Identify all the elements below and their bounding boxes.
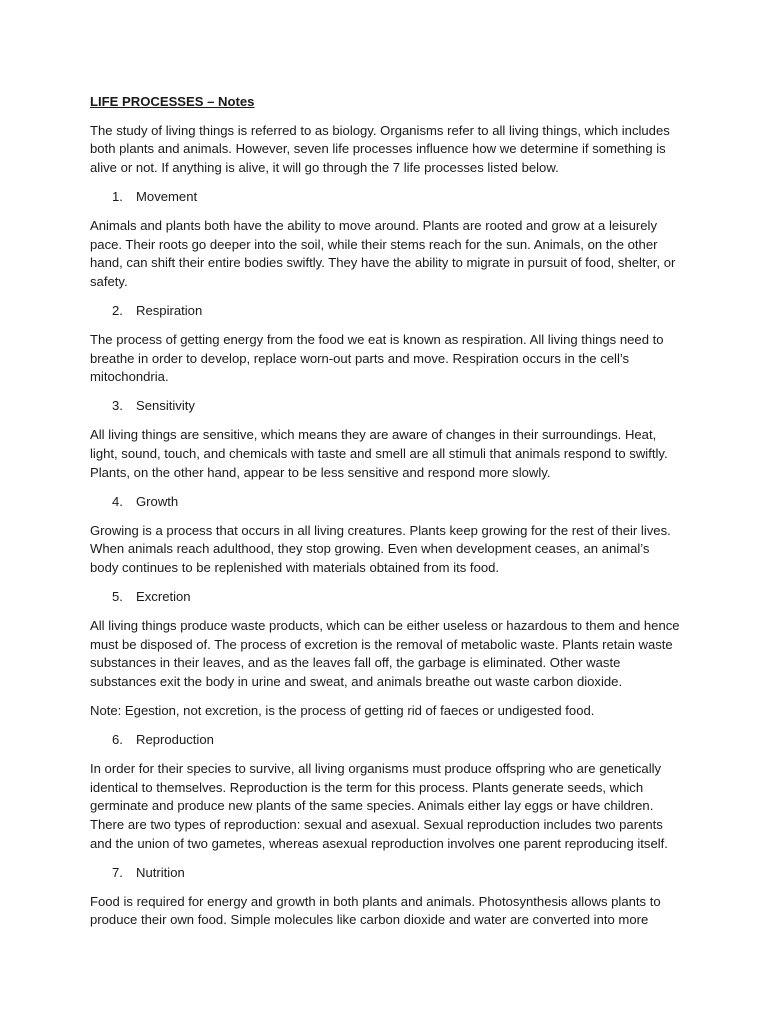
section-number: 2. [112,302,123,318]
section-paragraph: Note: Egestion, not excretion, is the process of getting rid of faeces or undigested food. [90,702,595,718]
sections-container [90,188,680,930]
section-label: Growth [136,493,179,509]
section-heading-movement [90,188,680,207]
section-paragraph: All living things are sensitive, which means they are aware of changes in their surroundings. Heat, light, sound, touch, and chemicals with taste and smell are all stimuli that animals respond to swiftly. Plants, on the other hand, appear to be less sensitive and respond more slowly. [90,427,668,480]
section-heading-sensitivity [90,397,680,416]
section-heading-excretion [90,588,680,607]
section-number: 6. [112,732,123,748]
section-label: Respiration [136,302,203,318]
intro-paragraph: The study of living things is referred to as biology. Organisms refer to all living things, which includes both plants and animals. However, seven life processes influence how we determine if something is alive or not. If anything is alive, it will go through the 7 life processes listed below. [90,122,670,175]
section-number: 1. [112,188,123,204]
section-number: 5. [112,588,123,604]
section-paragraph: In order for their species to survive, all living organisms must produce offspring who are genetically identical to themselves. Reproduction is the term for this process. Plants generate seeds, which germinate and produce new plants of the same species. Animals either lay eggs or have children. There are two types of reproduction: sexual and asexual. Sexual reproduction includes two parents and the union of two gametes, whereas asexual reproduction involves one parent reproducing itself. [90,761,668,851]
section-label: Reproduction [136,732,214,748]
section-paragraph: Food is required for energy and growth in both plants and animals. Photosynthesis allows plants to produce their own food. Simple molecules like carbon dioxide and water are converted into more [90,893,661,928]
section-paragraph: Animals and plants both have the ability to move around. Plants are rooted and grow at a leisurely pace. Their roots go deeper into the soil, while their stems reach for the sun. Animals, on the other hand, can shift their entire bodies swiftly. They have the ability to migrate in pursuit of food, shelter, or safety. [90,217,676,289]
section-paragraph: All living things produce waste products, which can be either useless or hazardous to them and hence must be disposed of. The process of excretion is the removal of metabolic waste. Plants retain waste substances in their leaves, and as the leaves fall off, the garbage is eliminated. Other waste substances exit the body in urine and sweat, and animals breathe out waste carbon dioxide. [90,618,680,689]
section-label: Excretion [136,588,191,604]
section-label: Sensitivity [136,398,195,414]
section-number: 3. [112,398,123,414]
section-heading-nutrition [90,864,680,883]
section-number: 4. [112,493,123,509]
section-label: Nutrition [136,864,185,880]
section-number: 7. [112,864,123,880]
section-paragraph: The process of getting energy from the food we eat is known as respiration. All living things need to breathe in order to develop, replace worn-out parts and move. Respiration occurs in the cell’s mitochondria. [90,331,664,385]
section-paragraph: Growing is a process that occurs in all living creatures. Plants keep growing for the rest of their lives. When animals reach adulthood, they stop growing. Even when development ceases, an animal’s body continues to be replenished with materials obtained from its food. [90,522,671,575]
section-heading-reproduction [90,731,680,750]
section-heading-growth [90,493,680,512]
document-title: LIFE PROCESSES – Notes [90,94,255,109]
section-label: Movement [136,188,198,204]
section-heading-respiration [90,302,680,321]
